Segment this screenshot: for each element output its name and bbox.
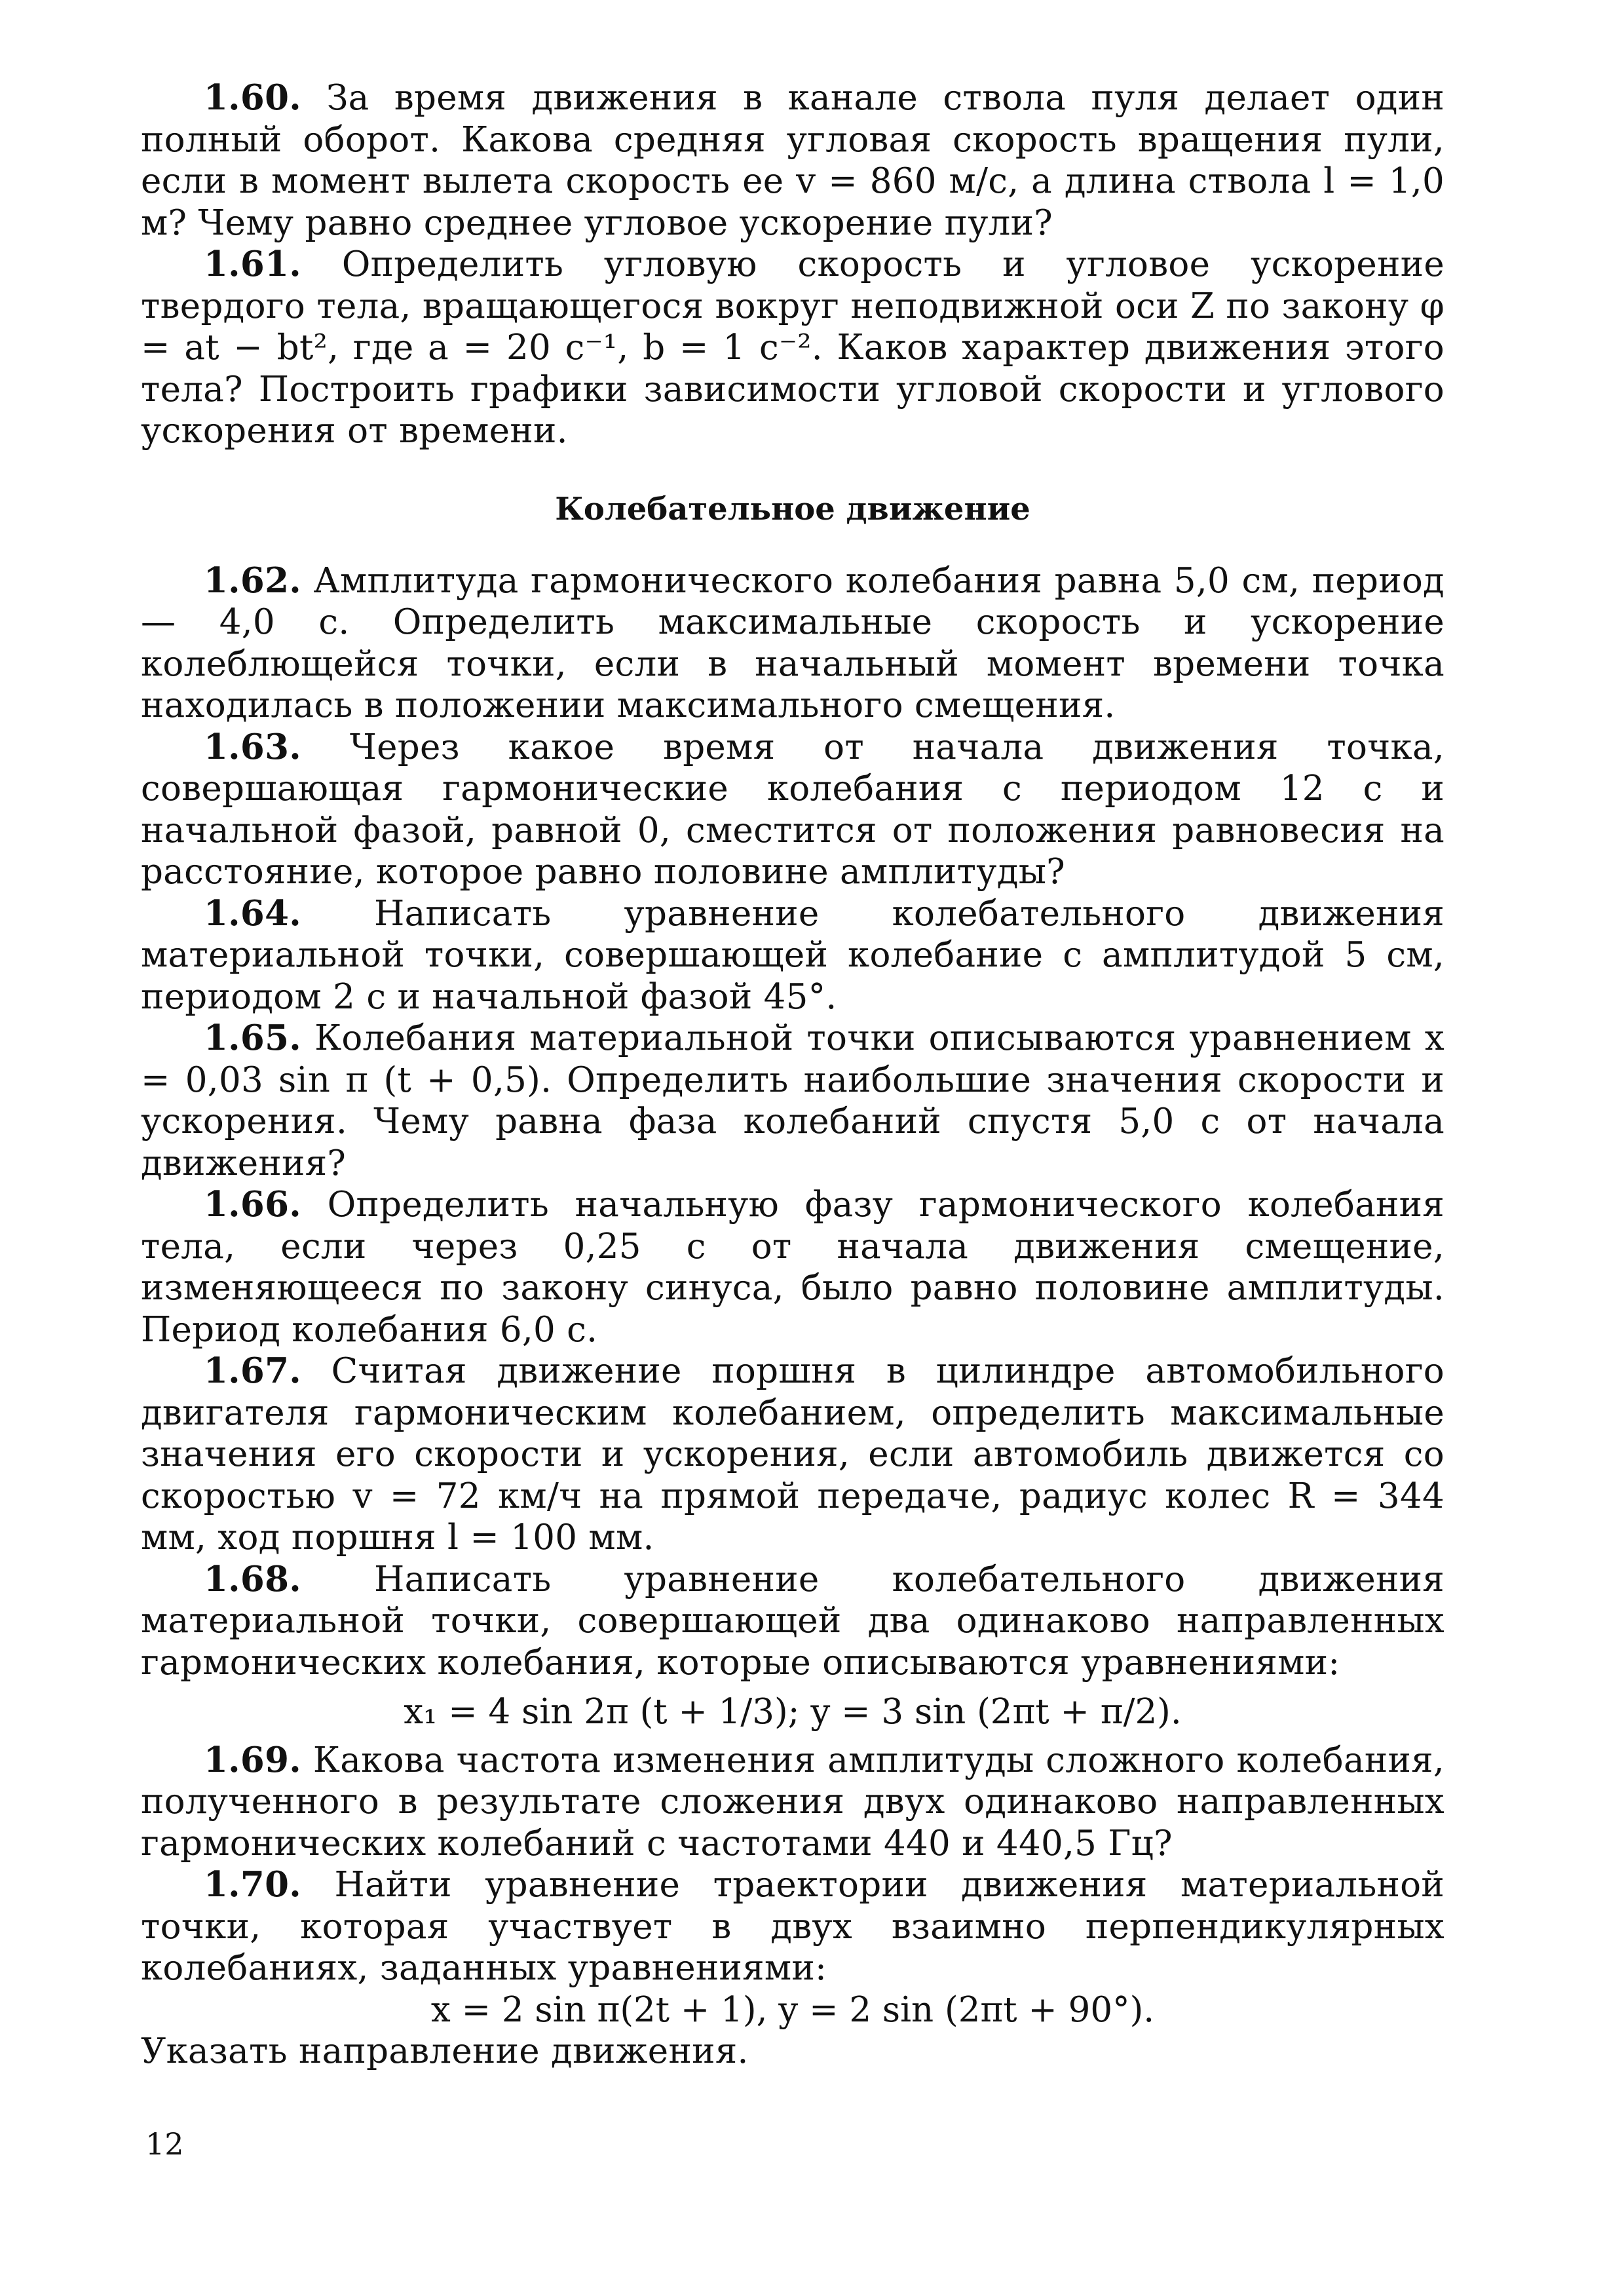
problem-number: 1.66. [204,1184,302,1225]
section-title: Колебательное движение [555,490,1030,527]
problem-number: 1.67. [204,1350,302,1391]
formula-1-68: x₁ = 4 sin 2π (t + 1/3); y = 3 sin (2πt + π/2). [404,1692,1182,1732]
problem-text: Написать уравнение колебательного движения материальной точки, совершающей два одинаково направленных гармонических колебания, которые описываются уравнениями: [141,1559,1445,1683]
problem-number: 1.69. [204,1739,302,1780]
problem-1-69 [141,1740,1445,1865]
problem-1-60 [141,77,1445,244]
problem-text: Какова частота изменения амплитуды сложного колебания, полученного в результате сложения двух одинаково направленных гармонических колебаний с частотами 440 и 440,5 Гц? [141,1740,1445,1864]
formula-1-70: x = 2 sin π(2t + 1), y = 2 sin (2πt + 90°). [430,1989,1155,2030]
problem-number: 1.62. [204,560,302,601]
problem-1-64 [141,893,1445,1018]
problem-number: 1.60. [204,77,302,118]
problem-number: 1.65. [204,1018,302,1058]
page-content [141,77,1445,2073]
problem-1-68 [141,1559,1445,1684]
closing-text: Указать направление движения. [141,2031,749,2071]
problem-number: 1.61. [204,244,302,284]
problem-text: Определить начальную фазу гармонического колебания тела, если через 0,25 с от начала движения смещение, изменяющееся по закону синуса, было равно половине амплитуды. Период колебания 6,0 с. [141,1185,1445,1350]
problem-text: Найти уравнение траектории движения материальной точки, которая участвует в двух взаимно перпендикулярных колебаниях, заданных уравнениями: [141,1865,1445,1988]
problem-1-65 [141,1018,1445,1184]
problem-1-61 [141,244,1445,452]
problem-text: Написать уравнение колебательного движения материальной точки, совершающей колебание с амплитудой 5 см, периодом 2 с и начальной фазой 45°. [141,893,1445,1017]
problem-number: 1.68. [204,1558,302,1599]
problem-number: 1.63. [204,726,302,767]
problem-1-70 [141,1864,1445,1989]
problem-1-62 [141,560,1445,727]
problem-1-66 [141,1184,1445,1350]
problem-text: За время движения в канале ствола пуля делает один полный оборот. Какова средняя угловая скорость вращения пули, если в момент вылета скорость ее v = 860 м/с, а длина ствола l = 1,0 м? Чему равно среднее угловое ускорение пули? [141,78,1445,243]
problem-text: Амплитуда гармонического колебания равна 5,0 см, период — 4,0 с. Определить максимальные скорость и ускорение колеблющейся точки, если в начальный момент времени точка находилась в положении максимального смещения. [141,560,1445,725]
problem-text: Колебания материальной точки описываются уравнением x = 0,03 sin π (t + 0,5). Определить наибольшие значения скорости и ускорения. Чему равна фаза колебаний спустя 5,0 с от начала движения? [141,1018,1445,1183]
problem-number: 1.64. [204,892,302,934]
problem-1-63 [141,727,1445,893]
problem-text: Определить угловую скорость и угловое ускорение твердого тела, вращающегося вокруг неподвижной оси Z по закону φ = at − bt², где a = 20 с⁻¹, b = 1 с⁻². Каков характер движения этого тела? Построить графики зависимости угловой скорости и углового ускорения от времени. [141,244,1445,451]
problem-1-67 [141,1350,1445,1559]
page-number: 12 [145,2126,184,2162]
problem-number: 1.70. [204,1864,302,1905]
problem-text: Считая движение поршня в цилиндре автомобильного двигателя гармоническим колебанием, определить максимальные значения его скорости и ускорения, если автомобиль движется со скоростью v = 72 км/ч на прямой передаче, радиус колес R = 344 мм, ход поршня l = 100 мм. [141,1351,1445,1558]
problem-text: Через какое время от начала движения точка, совершающая гармонические колебания с периодом 12 с и начальной фазой, равной 0, сместится от положения равновесия на расстояние, которое равно половине амплитуды? [141,727,1445,892]
